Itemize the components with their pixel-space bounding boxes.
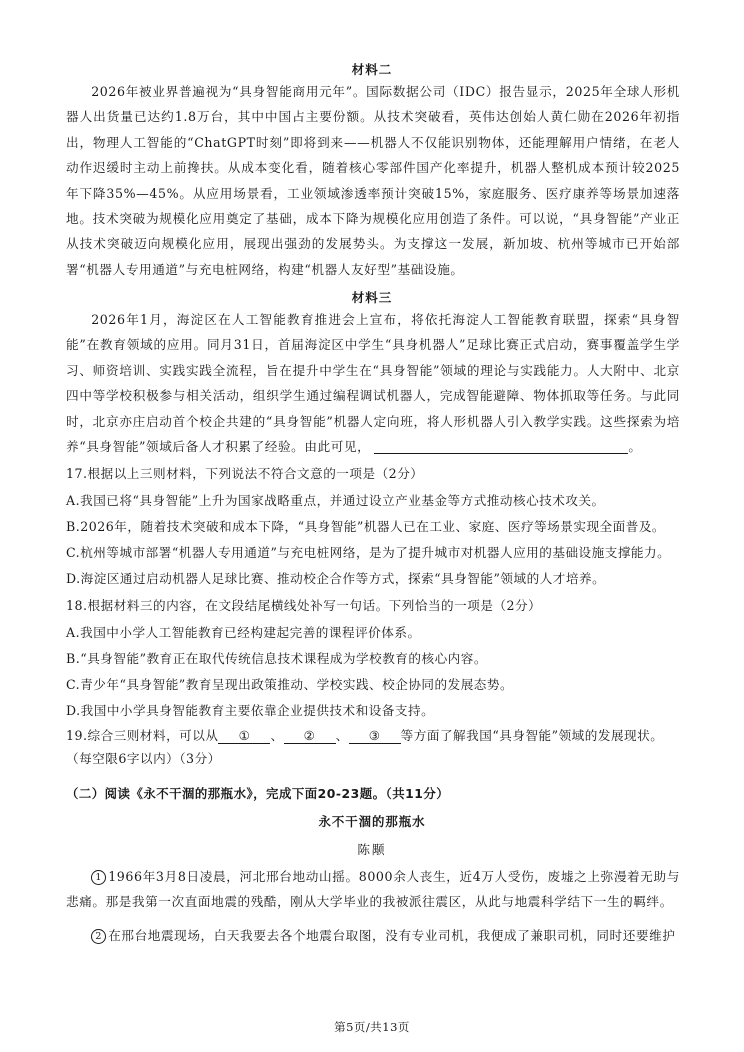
q18-option-b[interactable]: B.“具身智能”教育正在取代传统信息技术课程成为学校教育的核心内容。 xyxy=(66,651,487,666)
q19-blank-2[interactable]: ② xyxy=(284,728,336,744)
article-paragraph-2 xyxy=(66,923,680,948)
q18-option-d[interactable]: D.我国中小学具身智能教育主要依靠企业提供技术和设备支持。 xyxy=(66,703,435,718)
q17-option-c[interactable]: C.杭州等城市部署“机器人专用通道”与充电桩网络，是为了提升城市对机器人应用的基础设施支撑能力。 xyxy=(66,545,671,560)
q17-option-a[interactable]: A.我国已将“具身智能”上升为国家战略重点，并通过设立产业基金等方式推动核心技术攻关。 xyxy=(66,493,605,508)
q19-prefix: 19.综合三则材料，可以从 xyxy=(66,728,219,743)
q17-stem: 17.根据以上三则材料，下列说法不符合文意的一项是（2分） xyxy=(66,466,424,481)
q18-stem: 18.根据材料三的内容，在文段结尾横线处补写一句话。下列恰当的一项是（2分） xyxy=(66,598,542,613)
paragraph-number-1: 1 xyxy=(91,870,106,885)
article-paragraph-1-text: 1966年3月8日凌晨，河北邢台地动山摇。8000余人丧生，近4万人受伤，废墟之上弥漫着无助与悲痛。那是我第一次直面地震的残酷，刚从大学毕业的我被派往震区，从此与地震科学结下一生的羁绊。 xyxy=(66,869,680,910)
article-paragraph-1 xyxy=(66,864,680,915)
q19-note: （每空限6字以内）（3分） xyxy=(66,751,221,766)
q19-suffix: 等方面了解我国“具身智能”领域的发展现状。 xyxy=(400,728,664,743)
article-paragraph-2-text: 在邢台地震现场，白天我要去各个地震台取图，没有专业司机，我便成了兼职司机，同时还要维护 xyxy=(108,928,676,943)
material3-text: 2026年1月，海淀区在人工智能教育推进会上宣布，将依托海淀人工智能教育联盟，探索“具身智能”在教育领域的应用。同月31日，首届海淀区中学生“具身机器人”足球比赛正式启动，赛事覆盖学生学习、师资培训、实践实践全流程，旨在提升中学生在“具身智能”领域的理论与实践能力。人大附中、北京四中等学校积极参与相关活动，组织学生通过编程调试机器人，完成智能避障、物体抓取等任务。与此同时，北京亦庄启动首个校企共建的“具身智能”机器人定向班，将人形机器人引入教学实践。这些探索为培养“具身智能”领域后备人才积累了经验。由此可见， xyxy=(66,312,680,455)
q17-option-b[interactable]: B.2026年，随着技术突破和成本下降，“具身智能”机器人已在工业、家庭、医疗等场景实现全面普及。 xyxy=(66,519,666,534)
q19-blank-3[interactable]: ③ xyxy=(349,728,401,744)
material2-heading: 材料二 xyxy=(351,62,393,77)
q18-option-c[interactable]: C.青少年“具身智能”教育呈现出政策推动、学校实践、校企协同的发展态势。 xyxy=(66,677,514,692)
q18-option-a[interactable]: A.我国中小学人工智能教育已经构建起完善的课程评价体系。 xyxy=(66,625,421,640)
q19-separator-2: 、 xyxy=(335,728,349,743)
article-title: 永不干涸的那瓶水 xyxy=(318,814,426,829)
q19-blank-1[interactable]: ① xyxy=(218,728,270,744)
article-author: 陈颙 xyxy=(357,842,387,857)
material3-end-mark: 。 xyxy=(628,439,642,455)
section2-heading: （二）阅读《永不干涸的那瓶水》，完成下面20-23题。（共11分） xyxy=(66,786,450,801)
answer-blank-line[interactable] xyxy=(374,439,628,454)
material3-heading: 材料三 xyxy=(351,290,393,305)
paragraph-number-2: 2 xyxy=(91,929,106,944)
q19-separator-1: 、 xyxy=(270,728,284,743)
material3-paragraph xyxy=(66,307,680,459)
material2-paragraph: 2026年被业界普遍视为“具身智能商用元年”。国际数据公司（IDC）报告显示，2025年全球人形机器人出货量已达约1.8万台，其中中国占主要份额。从技术突破看，英伟达创始人黄仁勋在2026年初指出，物理人工智能的“ChatGPT时刻”即将到来——机器人不仅能识别物体，还能理解用户情绪，在老人动作迟缓时主动上前搀扶。从成本变化看，随着核心零部件国产化率提升，机器人整机成本预计较2025年下降35%—45%。从应用场景看，工业领域渗透率预计突破15%，家庭服务、医疗康养等场景加速落地。技术突破为规模化应用奠定了基础，成本下降为规模化应用创造了条件。可以说，“具身智能”产业正从技术突破迈向规模化应用，展现出强劲的发展势头。为支撑这一发展，新加坡、杭州等城市已开始部署“机器人专用通道”与充电桩网络，构建“机器人友好型”基础设施。 xyxy=(66,84,680,277)
page-footer: 第5页/共13页 xyxy=(334,1020,410,1034)
q17-option-d[interactable]: D.海淀区通过启动机器人足球比赛、推动校企合作等方式，探索“具身智能”领域的人才培养。 xyxy=(66,571,606,586)
q19-stem xyxy=(66,727,686,745)
